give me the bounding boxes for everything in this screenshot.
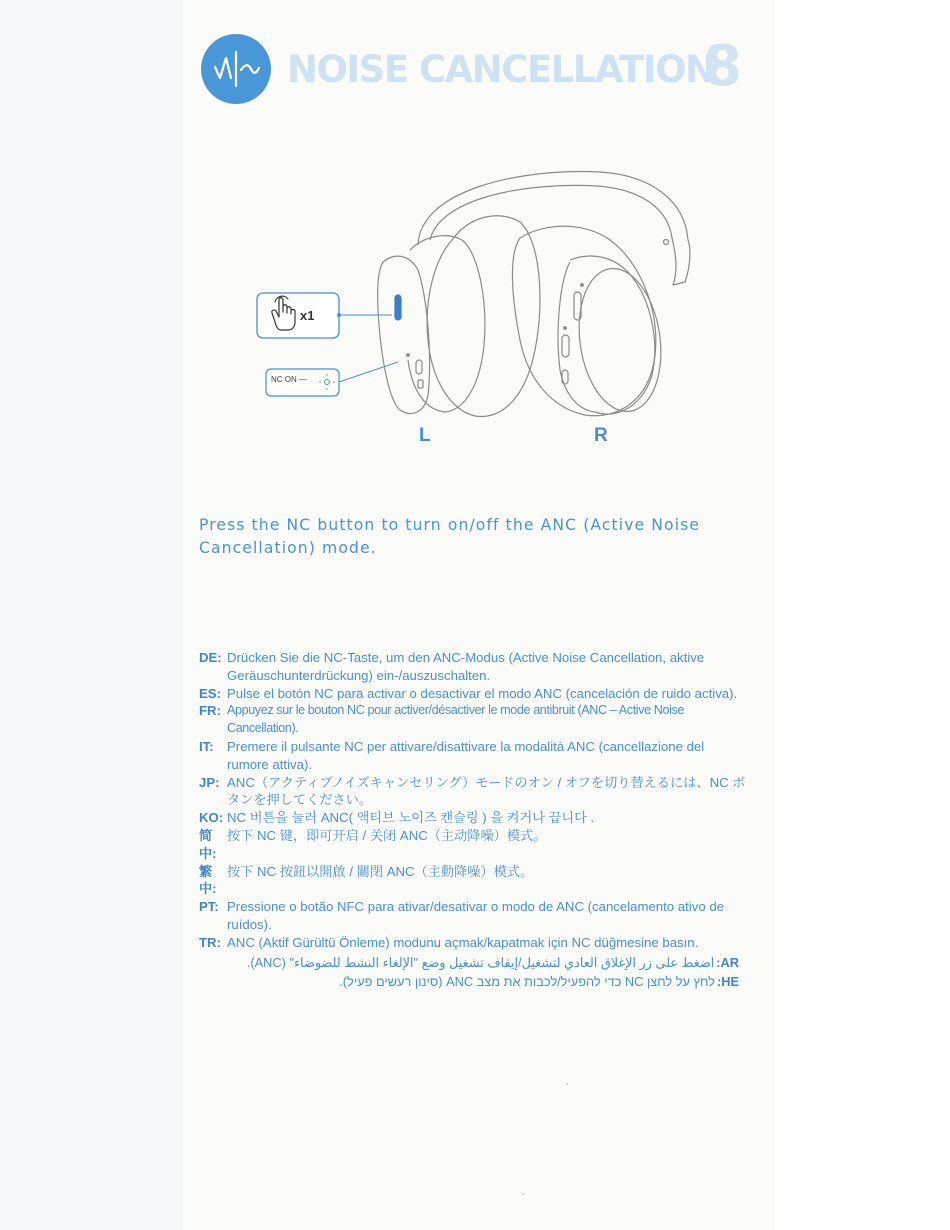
- translation-text: 按下 NC 按鈕以開啟 / 關閉 ANC（主動降噪）模式。: [227, 863, 534, 879]
- left-earcup-label: L: [419, 425, 431, 446]
- right-earcup-label: R: [594, 425, 608, 446]
- translation-text: 按下 NC 键，即可开启 / 关闭 ANC（主动降噪）模式。: [227, 827, 547, 843]
- instruction-text: Press the NC button to turn on/off the ANC (Active Noise Cancellation) mode.: [199, 516, 701, 557]
- headphones-illustration: [0, 0, 950, 470]
- language-code: AR:: [716, 954, 739, 970]
- language-code: TR:: [199, 934, 221, 950]
- translation-row-ar: [199, 954, 739, 972]
- language-code: HE:: [716, 974, 739, 990]
- translation-row-de: [199, 649, 747, 685]
- tap-count-label: x1: [300, 308, 315, 323]
- tap-callout-box: [257, 293, 339, 338]
- language-code: 简中:: [199, 827, 217, 861]
- language-code: JP:: [199, 774, 220, 790]
- translation-text: ANC (Aktif Gürültü Önleme) modunu açmak/kapatmak için NC düğmesine basın.: [227, 934, 699, 950]
- scan-speck: [566, 1083, 568, 1085]
- translation-row-he: [199, 973, 739, 991]
- translation-text: Drücken Sie die NC-Taste, um den ANC-Modus (Active Noise Cancellation, aktive Geräuschunterdrückung) ein-/auszuschalten.: [227, 650, 705, 683]
- translation-text: اضغط على زر الإغلاق العادي لتشغيل/إيقاف تشغيل وضع "الإلغاء النشط للضوضاء" (ANC).: [246, 954, 715, 970]
- translation-row-ko: [199, 809, 747, 827]
- translation-text: NC 버튼을 눌러 ANC( 액티브 노이즈 캔슬링 ) 을 켜거나 끕니다 .: [227, 810, 595, 826]
- language-code: 繁中:: [199, 863, 217, 897]
- translation-row-pt: [199, 898, 747, 934]
- translations-list: [199, 649, 747, 991]
- translation-row-zh-hans: [199, 827, 747, 863]
- page-title: NOISE CANCELLATION: [287, 48, 715, 91]
- translation-text: Premere il pulsante NC per attivare/disattivare la modalità ANC (cancellazione del rumore attiva).: [227, 738, 705, 772]
- nc-on-label: NC ON —: [271, 375, 307, 384]
- language-code: ES:: [199, 685, 221, 701]
- translation-row-fr: [199, 702, 747, 738]
- translation-text: Appuyez sur le bouton NC pour activer/désactiver le mode antibruit (ANC – Active Noise Cancellation).: [227, 703, 684, 736]
- language-code: FR:: [199, 703, 221, 719]
- translation-row-jp: [199, 774, 747, 810]
- translation-text: Pulse el botón NC para activar o desactivar el modo ANC (cancelación de ruido activa).: [227, 685, 738, 701]
- language-code: PT:: [199, 899, 219, 915]
- language-code: DE:: [199, 650, 222, 665]
- translation-text: לחץ על לחצן NC כדי להפעיל/לכבות את מצב ANC (סינון רעשים פעיל).: [339, 974, 715, 990]
- translation-text: Pressione o botão NFC para ativar/desativar o modo de ANC (cancelamento ativo de ruídos).: [227, 899, 724, 932]
- translation-row-tr: [199, 934, 747, 952]
- translation-row-zh-hant: [199, 863, 747, 899]
- scan-speck: [522, 1193, 524, 1195]
- translation-row-it: [199, 738, 747, 774]
- language-code: KO:: [199, 810, 224, 826]
- translation-text: ANC（アクティブノイズキャンセリング）モードのオン / オフを切り替えるには、NC ボタンを押してください。: [227, 774, 746, 808]
- language-code: IT:: [199, 738, 214, 754]
- translation-row-es: [199, 685, 747, 703]
- page-number: 8: [703, 34, 742, 99]
